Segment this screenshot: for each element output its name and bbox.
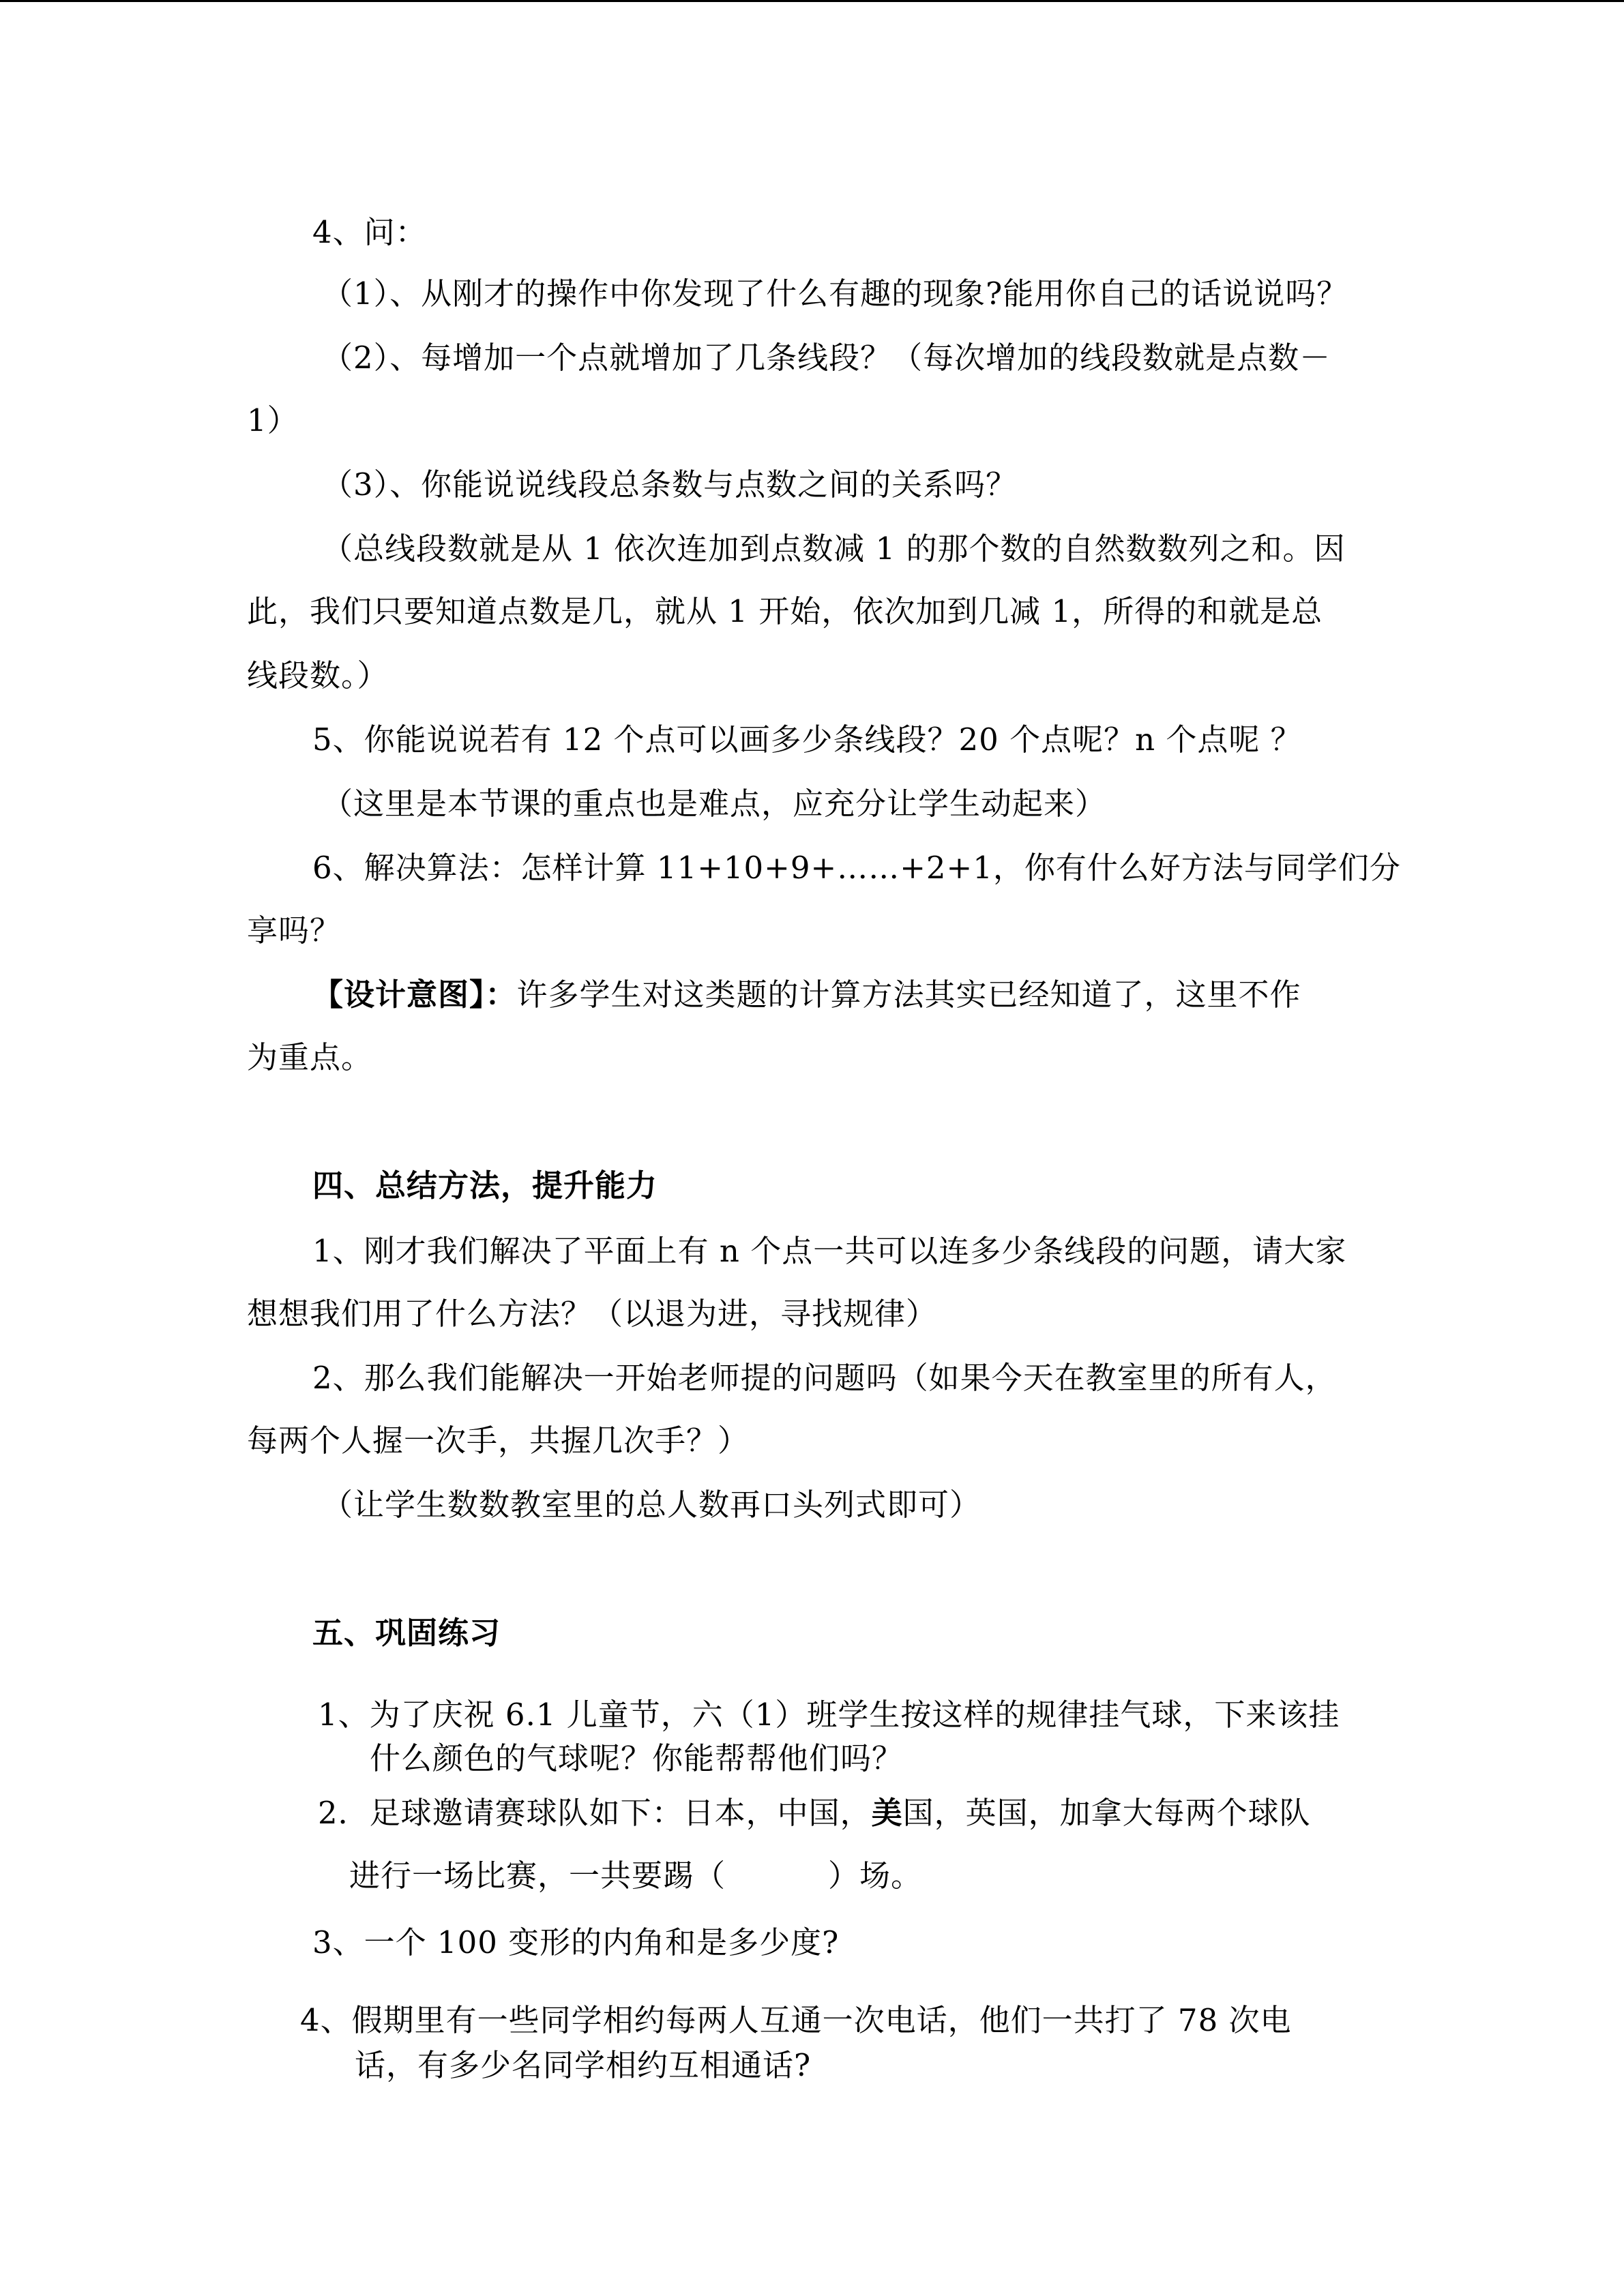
exercise-2-blank-pre: 进行一场比赛，一共要踢（ (349, 1858, 726, 1894)
question-6-line1: 6、解决算法：怎样计算 11+10+9+……+2+1，你有什么好方法与同学们分 (312, 850, 1401, 886)
question-4-1: （1）、从刚才的操作中你发现了什么有趣的现象?能用你自己的话说说吗？ (322, 275, 1348, 312)
exercise-2-line1 (318, 1794, 1311, 1832)
question-4-2-line1: （2）、每增加一个点就增加了几条线段？（每次增加的线段数就是点数－ (322, 340, 1331, 376)
exercise-2-blank-post: ）场。 (828, 1858, 923, 1894)
question-5-note: （这里是本节课的重点也是难点，应充分让学生动起来） (322, 786, 1107, 822)
exercise-1-line2: 什么颜色的气球呢？你能帮帮他们吗？ (370, 1740, 904, 1776)
section-4-item2-line2: 每两个人握一次手，共握几次手？） (247, 1422, 750, 1459)
design-intent-tail: 为重点。 (247, 1039, 373, 1075)
question-4-3: （3）、你能说说线段总条数与点数之间的关系吗？ (322, 466, 1018, 503)
section-4-item2-line1: 2、那么我们能解决一开始老师提的问题吗（如果今天在教室里的所有人， (312, 1360, 1337, 1396)
section-4-item1-line1: 1、刚才我们解决了平面上有 n 个点一共可以连多少条线段的问题，请大家 (312, 1233, 1347, 1269)
question-4-2-line2: 1） (247, 402, 299, 438)
question-5: 5、你能说说若有 12 个点可以画多少条线段？20 个点呢？n 个点呢 ？ (312, 721, 1302, 758)
section-4-item1-line2: 想想我们用了什么方法？（以退为进，寻找规律） (247, 1296, 938, 1332)
section-5-heading: 五、巩固练习 (312, 1615, 501, 1651)
question-6-line2: 享吗？ (247, 912, 342, 949)
design-intent-label: 【设计意图】： (312, 976, 517, 1013)
exercise-3: 3、一个 100 变形的内角和是多少度? (312, 1924, 840, 1960)
exercise-2-text-post: 国，英国，加拿大每两个球队 (902, 1795, 1311, 1831)
answer-line2: 此，我们只要知道点数是几，就从 1 开始，依次加到几减 1，所得的和就是总 (247, 593, 1323, 629)
exercise-2-line2 (349, 1857, 922, 1895)
answer-line3: 线段数。） (247, 657, 389, 694)
exercise-4-line2: 话，有多少名同学相约互相通话? (355, 2047, 812, 2083)
section-4-heading: 四、总结方法，提升能力 (312, 1167, 658, 1204)
question-4-label: 4、问： (312, 214, 427, 250)
exercise-2-text-pre: 2．足球邀请赛球队如下：日本，中国， (318, 1795, 872, 1831)
answer-line1: （总线段数就是从 1 依次连加到点数减 1 的那个数的自然数数列之和。因 (322, 531, 1346, 567)
design-intent (312, 976, 1301, 1014)
design-intent-text: 许多学生对这类题的计算方法其实已经知道了，这里不作 (516, 976, 1301, 1013)
exercise-2-bold-char: 美 (871, 1795, 903, 1831)
section-4-note: （让学生数数教室里的总人数再口头列式即可） (322, 1487, 981, 1523)
exercise-4-line1: 4、假期里有一些同学相约每两人互通一次电话，他们一共打了 78 次电 (300, 2002, 1292, 2038)
exercise-1-line1: 1、为了庆祝 6.1 儿童节，六（1）班学生按这样的规律挂气球，下来该挂 (318, 1697, 1340, 1733)
